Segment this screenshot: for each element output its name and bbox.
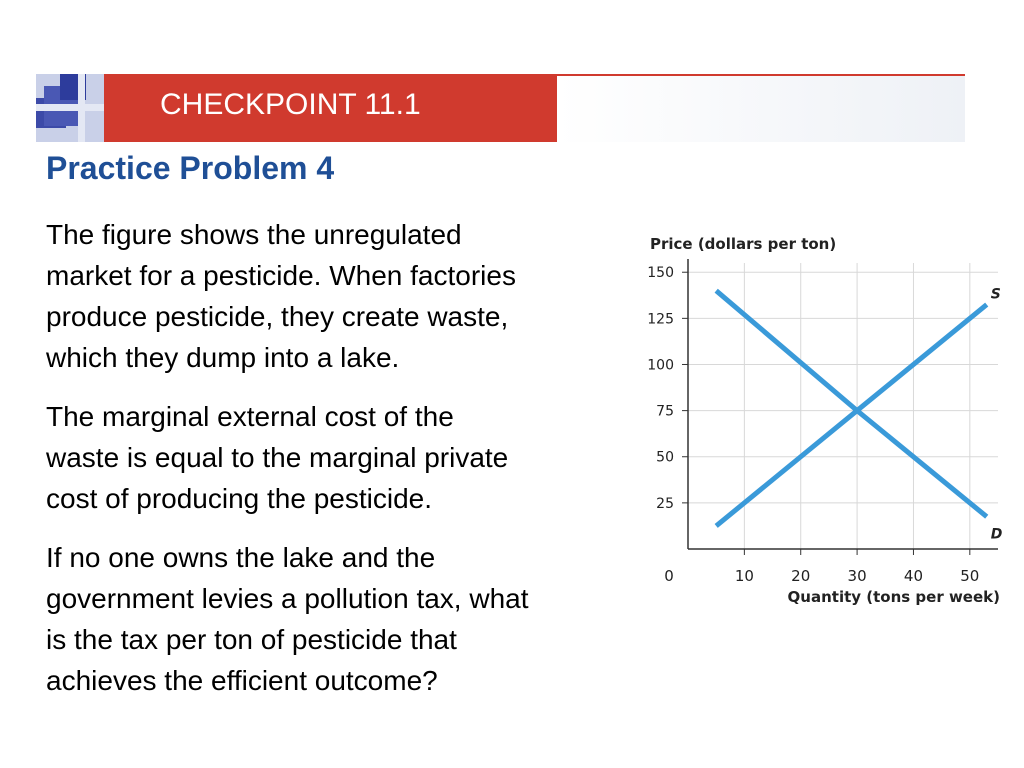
y-axis-title: Price (dollars per ton) (650, 235, 837, 253)
y-tick-label: 125 (647, 311, 674, 328)
text-line: cost of producing the pesticide. (46, 483, 433, 514)
logo (36, 74, 104, 142)
y-tick-label: 75 (656, 403, 674, 420)
text-line: The marginal external cost of the (46, 401, 454, 432)
paragraph-3 (46, 537, 646, 701)
supply-demand-chart (630, 225, 1010, 615)
text-line: The figure shows the unregulated (46, 219, 462, 250)
text-line: government levies a pollution tax, what (46, 583, 529, 614)
x-tick-label: 20 (791, 567, 811, 585)
series-label-D: D (990, 526, 1003, 543)
logo-divider (36, 104, 104, 111)
x-tick-label: 40 (903, 567, 924, 585)
x-tick-label: 10 (734, 567, 754, 585)
text-line: If no one owns the lake and the (46, 542, 436, 573)
checkpoint-title: CHECKPOINT 11.1 (160, 88, 421, 121)
paragraph-2 (46, 396, 646, 519)
problem-heading: Practice Problem 4 (46, 150, 335, 186)
problem-text (46, 214, 646, 719)
header-banner (104, 74, 557, 142)
text-line: achieves the efficient outcome? (46, 665, 438, 696)
series-line-D (716, 291, 987, 517)
y-tick-label: 100 (647, 357, 674, 374)
y-tick-label: 50 (656, 449, 674, 466)
x-axis-title: Quantity (tons per week) (787, 588, 1000, 606)
series-label-S: S (990, 286, 1001, 303)
series-line-S (716, 305, 987, 526)
text-line: market for a pesticide. When factories (46, 260, 516, 291)
header-banner-fade (557, 74, 965, 142)
text-line: which they dump into a lake. (46, 342, 400, 373)
text-line: waste is equal to the marginal private (46, 442, 509, 473)
paragraph-1 (46, 214, 646, 378)
text-line: is the tax per ton of pesticide that (46, 624, 457, 655)
x-tick-label: 50 (960, 567, 980, 585)
y-tick-label: 25 (656, 495, 674, 512)
y-tick-label: 150 (647, 265, 674, 282)
origin-label: 0 (664, 567, 674, 585)
x-tick-label: 30 (847, 567, 867, 585)
text-line: produce pesticide, they create waste, (46, 301, 509, 332)
